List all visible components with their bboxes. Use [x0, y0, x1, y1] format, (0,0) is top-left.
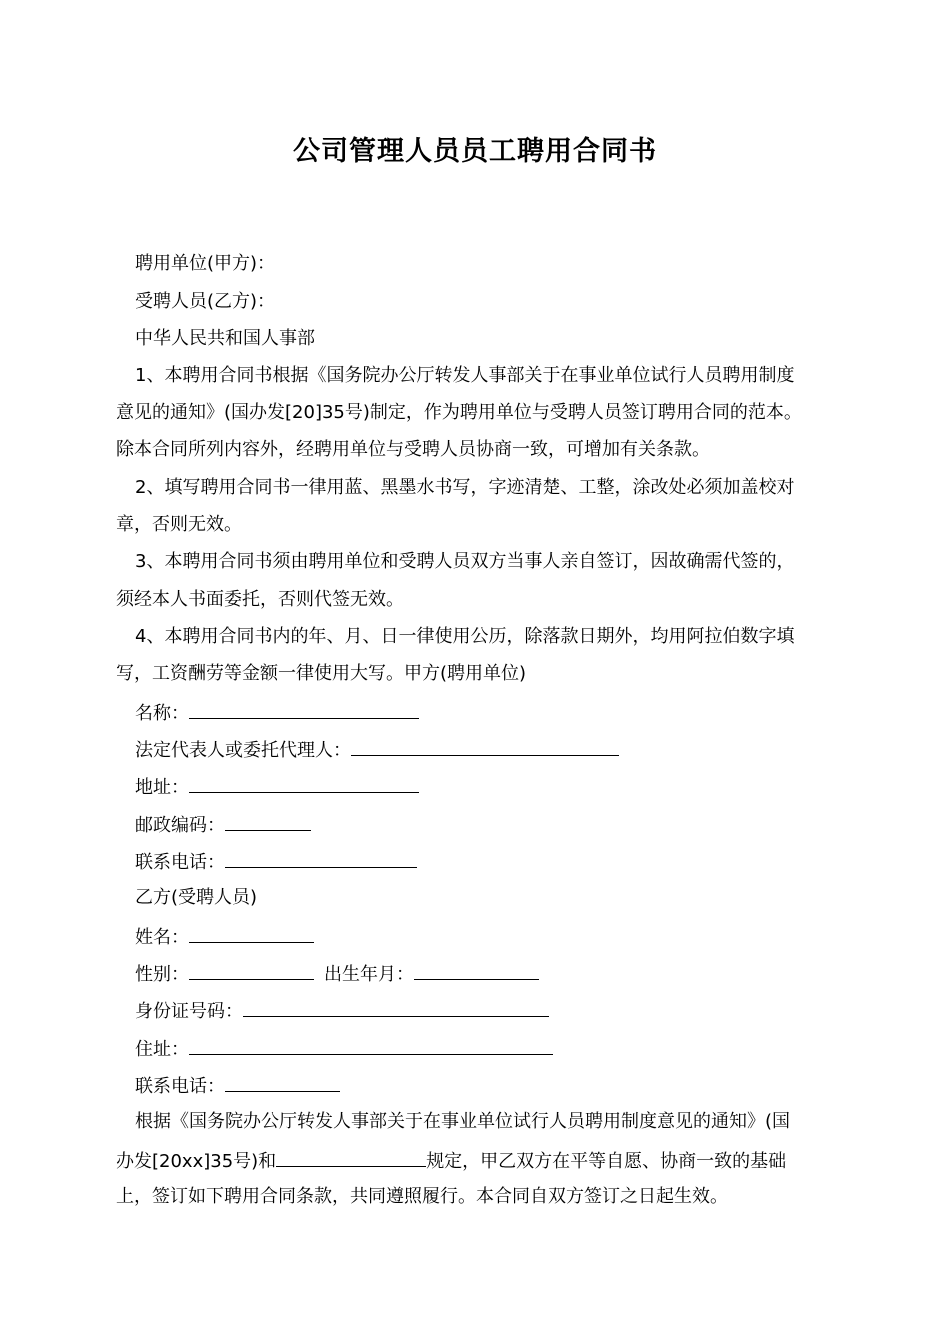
- employer-line: 聘用单位(甲方)：: [135, 253, 276, 274]
- party-a-postcode-label: 邮政编码：: [135, 815, 225, 836]
- party-a-address-label: 地址：: [135, 777, 189, 798]
- closing-line1: 根据《国务院办公厅转发人事部关于在事业单位试行人员聘用制度意见的通知》(国: [135, 1111, 791, 1132]
- party-b-phone-field[interactable]: [225, 1073, 340, 1092]
- party-b-name-label: 姓名：: [135, 927, 189, 948]
- party-a-address-field[interactable]: [189, 774, 419, 793]
- party-a-name-field[interactable]: [189, 700, 419, 719]
- party-b-gender-row: [135, 961, 855, 987]
- party-a-phone-field[interactable]: [225, 849, 417, 868]
- document-title: 公司管理人员员工聘用合同书: [293, 136, 657, 167]
- clause2-line1: 2、填写聘用合同书一律用蓝、黑墨水书写，字迹清楚、工整，涂改处必须加盖校对: [135, 477, 795, 498]
- clause4-line2: 写，工资酬劳等金额一律使用大写。甲方(聘用单位): [116, 663, 527, 684]
- party-a-phone-label: 联系电话：: [135, 852, 225, 873]
- party-a-name-row: [135, 700, 855, 726]
- party-b-id-label: 身份证号码：: [135, 1001, 243, 1022]
- party-b-phone-row: [135, 1073, 855, 1099]
- party-b-gender-field[interactable]: [189, 961, 314, 980]
- party-a-address-row: [135, 774, 855, 800]
- clause1-line1: 1、本聘用合同书根据《国务院办公厅转发人事部关于在事业单位试行人员聘用制度: [135, 365, 795, 386]
- party-b-phone-label: 联系电话：: [135, 1076, 225, 1097]
- closing-line3: 上，签订如下聘用合同条款，共同遵照履行。本合同自双方签订之日起生效。: [116, 1186, 728, 1207]
- party-b-residence-row: [135, 1036, 855, 1062]
- closing-regulation-field[interactable]: [276, 1148, 426, 1167]
- clause4-line1: 4、本聘用合同书内的年、月、日一律使用公历，除落款日期外，均用阿拉伯数字填: [135, 626, 795, 647]
- party-a-phone-row: [135, 849, 855, 875]
- party-a-rep-field[interactable]: [351, 737, 619, 756]
- party-b-residence-label: 住址：: [135, 1039, 189, 1060]
- clause1-line3: 除本合同所列内容外，经聘用单位与受聘人员协商一致，可增加有关条款。: [116, 439, 710, 460]
- employee-line: 受聘人员(乙方)：: [135, 291, 276, 312]
- party-b-birth-field[interactable]: [414, 961, 539, 980]
- closing-line2-part2: 规定，甲乙双方在平等自愿、协商一致的基础: [426, 1151, 787, 1172]
- ministry-line: 中华人民共和国人事部: [135, 328, 315, 349]
- party-b-gender-label: 性别：: [135, 964, 189, 985]
- party-a-rep-label: 法定代表人或委托代理人：: [135, 740, 351, 761]
- clause3-line2: 须经本人书面委托，否则代签无效。: [116, 589, 404, 610]
- party-b-residence-field[interactable]: [189, 1036, 553, 1055]
- clause2-line2: 章，否则无效。: [116, 514, 242, 535]
- party-b-id-row: [135, 998, 855, 1024]
- party-b-id-field[interactable]: [243, 998, 549, 1017]
- party-b-birth-label: 出生年月：: [324, 964, 414, 985]
- party-a-rep-row: [135, 737, 855, 763]
- party-b-heading: 乙方(受聘人员): [135, 887, 258, 908]
- clause3-line1: 3、本聘用合同书须由聘用单位和受聘人员双方当事人亲自签订，因故确需代签的，: [135, 551, 795, 572]
- party-b-name-row: [135, 924, 855, 950]
- closing-line2: [116, 1148, 856, 1174]
- party-a-postcode-row: [135, 812, 855, 838]
- party-a-postcode-field[interactable]: [225, 812, 311, 831]
- party-b-name-field[interactable]: [189, 924, 314, 943]
- clause1-line2: 意见的通知》(国办发[20]35号)制定，作为聘用单位与受聘人员签订聘用合同的范本。: [116, 402, 802, 423]
- closing-line2-part1: 办发[20xx]35号)和: [116, 1151, 277, 1172]
- party-a-name-label: 名称：: [135, 703, 189, 724]
